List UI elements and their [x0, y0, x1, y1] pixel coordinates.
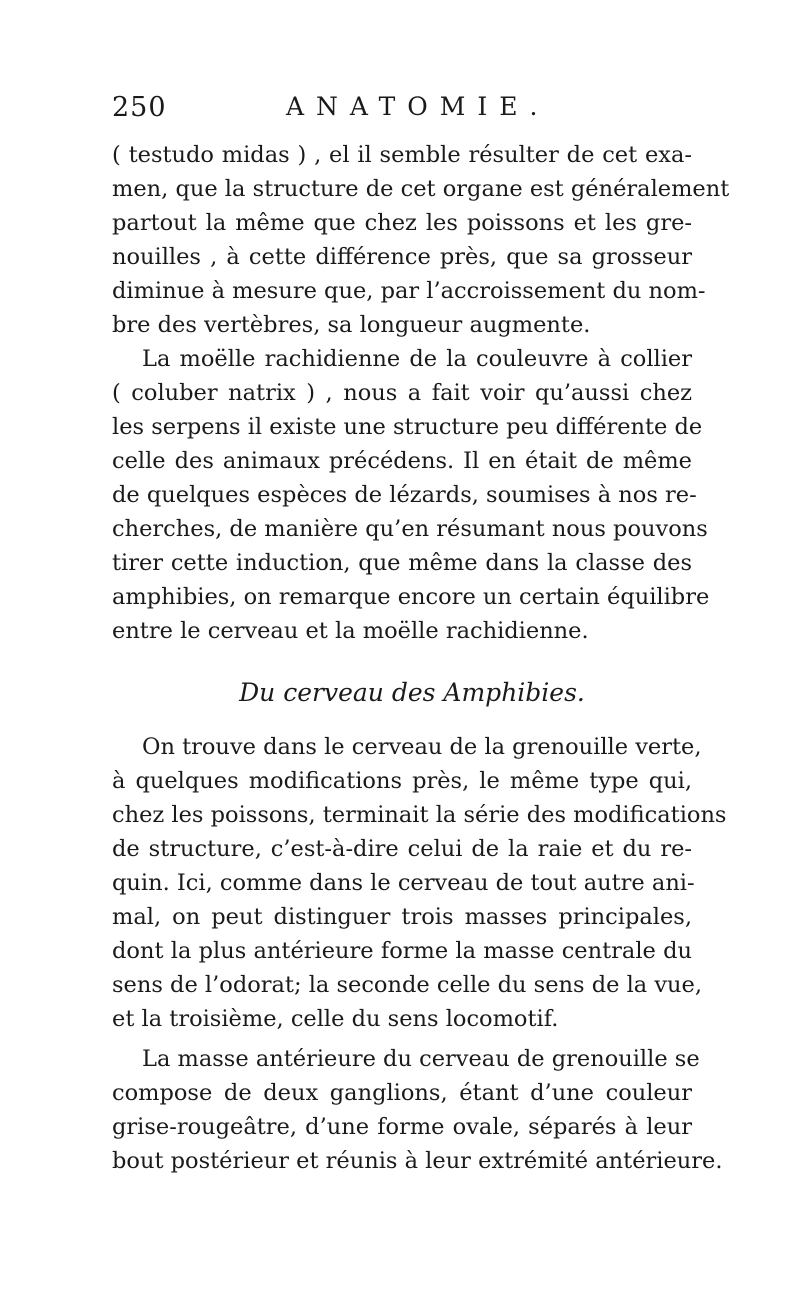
text-line: cherches, de manière qu’en résumant nous pouvons	[112, 516, 708, 542]
section-paragraph-1	[112, 730, 727, 1036]
text-line: diminue à mesure que, par l’accroissement du nom-	[112, 278, 706, 304]
text-line: grise-rougeâtre, d’une forme ovale, séparés à leur	[112, 1114, 692, 1140]
text-line: nouilles , à cette différence près, que sa grosseur	[112, 244, 692, 270]
text-line: compose de deux ganglions, étant d’une couleur	[112, 1080, 692, 1106]
section-heading: Du cerveau des Amphibies.	[239, 678, 585, 707]
text-line: de structure, c’est-à-dire celui de la raie et du re-	[112, 836, 692, 862]
text-line: dont la plus antérieure forme la masse centrale du	[112, 938, 692, 964]
text-line: amphibies, on remarque encore un certain équilibre	[112, 584, 710, 610]
text-line: celle des animaux précédens. Il en était de même	[112, 448, 692, 474]
text-line: tirer cette induction, que même dans la classe des	[112, 550, 692, 576]
page-number: 250	[112, 92, 167, 123]
text-line: de quelques espèces de lézards, soumises à nos re-	[112, 482, 697, 508]
section-paragraph-2	[112, 1042, 723, 1178]
text-line: La masse antérieure du cerveau de grenouille se	[142, 1046, 700, 1072]
running-title: ANATOMIE.	[286, 92, 550, 121]
text-line: entre le cerveau et la moëlle rachidienne.	[112, 618, 589, 644]
text-line: sens de l’odorat; la seconde celle du sens de la vue,	[112, 972, 703, 998]
text-line: et la troisième, celle du sens locomotif.	[112, 1006, 559, 1032]
text-line: ( coluber natrix ) , nous a fait voir qu’aussi chez	[112, 380, 692, 406]
page-header	[112, 92, 692, 136]
text-line: La moëlle rachidienne de la couleuvre à collier	[142, 346, 692, 372]
text-line: bre des vertèbres, sa longueur augmente.	[112, 312, 591, 338]
paragraph-1	[112, 138, 730, 342]
text-line: bout postérieur et réunis à leur extrémité antérieure.	[112, 1148, 723, 1174]
text-line: chez les poissons, terminait la série des modifications	[112, 802, 727, 828]
text-line: partout la même que chez les poissons et les gre-	[112, 210, 692, 236]
text-line: men, que la structure de cet organe est généralement	[112, 176, 730, 202]
text-line: ( testudo midas ) , el il semble résulter de cet exa-	[112, 142, 692, 168]
text-line: On trouve dans le cerveau de la grenouille verte,	[142, 734, 702, 760]
text-line: les serpens il existe une structure peu différente de	[112, 414, 703, 440]
text-line: mal, on peut distinguer trois masses principales,	[112, 904, 692, 930]
paragraph-2	[112, 342, 710, 648]
book-page	[112, 92, 730, 1178]
text-line: quin. Ici, comme dans le cerveau de tout autre ani-	[112, 870, 695, 896]
text-line: à quelques modifications près, le même type qui,	[112, 768, 692, 794]
